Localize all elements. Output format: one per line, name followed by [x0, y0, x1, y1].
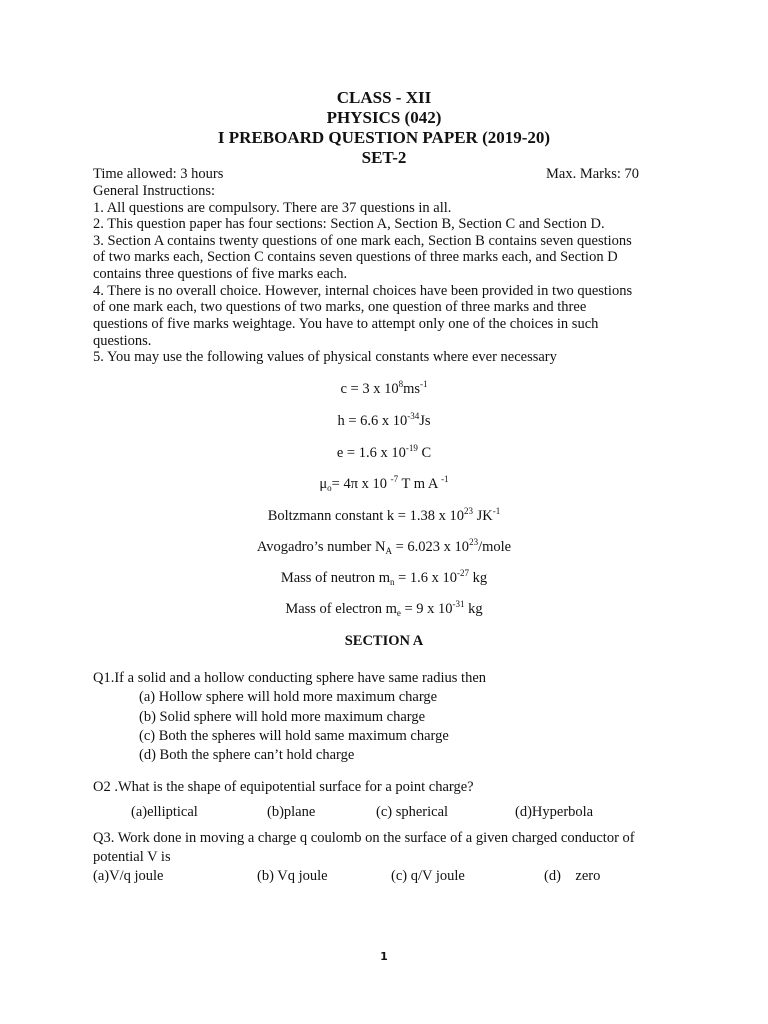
constant-electron-charge: e = 1.6 x $10^{-19}$ C — [336, 443, 432, 461]
paper-heading: I PREBOARD QUESTION PAPER (2019-20) — [217, 128, 551, 147]
q1-option-a: (a) Hollow sphere will hold more maximum charge — [139, 689, 438, 705]
instruction-line: 5. You may use the following values of physical constants where ever necessary — [93, 349, 557, 365]
instruction-line: 1. All questions are compulsory. There are 37 questions in all. — [93, 200, 452, 216]
instruction-line: contains three questions of five marks each. — [93, 266, 348, 282]
instruction-line: questions of five marks weightage. You have to attempt only one of the choices in such — [93, 316, 599, 332]
question-3-line-1: Q3. Work done in moving a charge q coulomb on the surface of a given charged conductor of — [93, 830, 635, 846]
constant-boltzmann: Boltzmann constant k = 1.38 x $10^{23}$ $JK^{-1}$ — [267, 506, 501, 524]
q1-option-c: (c) Both the spheres will hold same maximum charge — [139, 728, 449, 744]
instructions-title: General Instructions: — [93, 183, 216, 199]
instruction-line: 4. There is no overall choice. However, internal choices have been provided in two questions — [93, 283, 633, 299]
q3-option-d: (d) zero — [544, 868, 601, 884]
constant-electron-mass: Mass of electron $m_e = 9$ x $10^{-31}$ kg — [285, 599, 483, 618]
question-1: Q1.If a solid and a hollow conducting sphere have same radius then — [93, 670, 487, 686]
class-heading: CLASS - XII — [336, 88, 432, 107]
constant-neutron-mass: Mass of neutron $m_n = 1.6$ x $10^{-27}$ kg — [280, 568, 488, 587]
q3-option-b: (b) Vq joule — [257, 868, 328, 884]
instruction-line: 2. This question paper has four sections: Section A, Section B, Section C and Section D. — [93, 216, 605, 232]
instruction-line: 3. Section A contains twenty questions of one mark each, Section B contains seven questions — [93, 233, 632, 249]
constant-planck: h = 6.6 x $10^{-34}Js$ — [337, 411, 431, 429]
instruction-line: of two marks each, Section C contains seven questions of three marks each, and Section D — [93, 249, 618, 265]
section-title: SECTION A — [344, 633, 424, 649]
q2-option-c: (c) spherical — [376, 804, 449, 820]
q3-option-c: (c) q/V joule — [391, 868, 465, 884]
instruction-line: questions. — [93, 333, 152, 349]
constant-permeability: $\mu_o= 4\pi$ x 10 $^{-7}$ T m A $^{-1}$ — [319, 474, 449, 493]
q3-option-a: (a)V/q joule — [93, 868, 164, 884]
set-heading: SET-2 — [361, 148, 407, 167]
subject-heading: PHYSICS (042) — [326, 108, 442, 127]
question-2: O2 .What is the shape of equipotential surface for a point charge? — [93, 779, 474, 795]
question-3-line-2: potential V is — [93, 849, 171, 865]
q2-option-d: (d)Hyperbola — [515, 804, 594, 820]
q2-option-a: (a)elliptical — [131, 804, 198, 820]
instruction-line: of one mark each, two questions of two marks, one question of three marks and three — [93, 299, 587, 315]
constant-avogadro: Avogadro’s number $N_A = 6.023$ x $10^{23}$/mole — [256, 537, 512, 556]
q1-option-b: (b) Solid sphere will hold more maximum charge — [139, 709, 426, 725]
page-number: 1 — [380, 950, 388, 963]
q2-option-b: (b)plane — [267, 804, 316, 820]
max-marks: Max. Marks: 70 — [546, 166, 640, 182]
time-allowed: Time allowed: 3 hours — [93, 166, 224, 182]
constant-speed-of-light: c = 3 x $10^8ms^{-1}$ — [340, 379, 428, 397]
q1-option-d: (d) Both the sphere can’t hold charge — [139, 747, 355, 763]
